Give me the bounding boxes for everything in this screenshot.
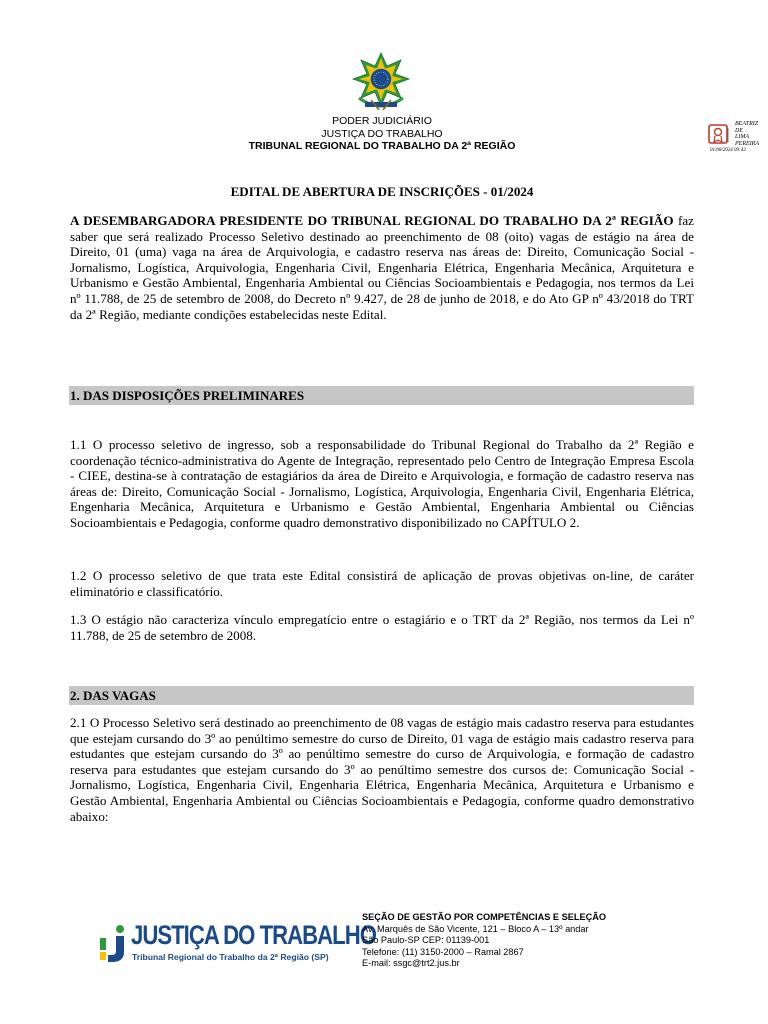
document-title: EDITAL DE ABERTURA DE INSCRIÇÕES - 01/2024 xyxy=(230,184,534,199)
header-line-3: TRIBUNAL REGIONAL DO TRABALHO DA 2ª REGIÃO xyxy=(248,140,516,152)
footer-department: SEÇÃO DE GESTÃO POR COMPETÊNCIAS E SELEÇÃO xyxy=(362,912,607,922)
footer-email: E-mail: ssgc@trt2.jus.br xyxy=(362,958,460,969)
signature-date: 01/08/2024 09:42 xyxy=(710,148,746,153)
section-2-heading: 2. DAS VAGAS xyxy=(69,686,694,705)
signature-seal-icon xyxy=(708,124,734,144)
footer-address: Av. Marquês de São Vicente, 121 – Bloco A – 13º andar xyxy=(362,923,589,934)
paragraph-1-2: 1.2 O processo seletivo de que trata este Edital consistirá de aplicação de provas objetivas on-line, de caráter eliminatório e classificatório. xyxy=(70,568,694,599)
document-header xyxy=(200,115,564,153)
footer-phone: Telefone: (11) 3150-2000 – Ramal 2867 xyxy=(362,946,524,957)
digital-signature-stamp xyxy=(706,118,768,158)
paragraph-1-1: 1.1 O processo seletivo de ingresso, sob a responsabilidade do Tribunal Regional do Trabalho da 2ª Região e coordenação técnico-administrativa do Agente de Integração, representado pelo Centro de Integração Empresa Escola - CIEE, destina-se à contratação de estagiários da área de Direito e Arquivologia, e formação de cadastro reserva nas áreas de: Direito, Comunicação Social - Jornalismo, Logística, Arquivologia, Engenharia Civil, Engenharia Elétrica, Engenharia Mecânica, Arquitetura e Urbanismo e Gestão Ambiental, Engenharia Ambiental ou Ciências Socioambientais e Pedagogia, conforme quadro demonstrativo disponibilizado no CAPÍTULO 2. xyxy=(70,437,694,530)
footer-contact-info xyxy=(362,912,606,970)
intro-paragraph xyxy=(70,213,694,322)
signer-name: BEATRIZ DE LIMA PEREIRA xyxy=(735,121,759,147)
section-1-heading: 1. DAS DISPOSIÇÕES PRELIMINARES xyxy=(69,386,694,405)
justice-logo-icon xyxy=(98,924,128,964)
footer-city: São Paulo-SP CEP: 01139-001 xyxy=(362,935,490,946)
intro-bold-text: A DESEMBARGADORA PRESIDENTE DO TRIBUNAL REGIONAL DO TRABALHO DA 2ª REGIÃO xyxy=(70,213,674,228)
logo-title: JUSTIÇA DO TRABALHO xyxy=(131,920,376,950)
header-line-1: PODER JUDICIÁRIO xyxy=(332,115,432,127)
justica-do-trabalho-logo xyxy=(98,920,376,966)
header-line-2: JUSTIÇA DO TRABALHO xyxy=(321,127,443,140)
intro-text: faz saber que será realizado Processo Seletivo destinado ao preenchimento de 08 (oito) vagas de estágio na área de Direito, 01 (uma) vaga na área de Arquivologia, e cadastro reserva nas áreas de: Direito, Comunicação Social - Jornalismo, Logística, Arquivologia, Engenharia Civil, Engenharia Elétrica, Engenharia Mecânica, Arquitetura e Urbanismo e Gestão Ambiental, Engenharia Ambiental ou Ciências Socioambientais e Pedagogia, nos termos da Lei nº 11.788, de 25 de setembro de 2008, do Decreto nº 9.427, de 28 de junho de 2018, e do Ato GP nº 43/2018 do TRT da 2ª Região, mediante condições estabelecidas neste Edital. xyxy=(70,213,694,322)
paragraph-2-1: 2.1 O Processo Seletivo será destinado ao preenchimento de 08 vagas de estágio mais cadastro reserva para estudantes que estejam cursando do 3º ao penúltimo semestre do curso de Direito, 01 vaga de estágio mais cadastro reserva para estudantes que estejam cursando do 3º ao penúltimo semestre do curso de Arquivologia, e formação de cadastro reserva para estudantes que estejam cursando do 3º ao penúltimo semestre dos cursos de: Comunicação Social - Jornalismo, Logística, Engenharia Civil, Engenharia Elétrica, Engenharia Mecânica, Arquitetura e Urbanismo e Gestão Ambiental, Engenharia Ambiental ou Ciências Socioambientais e Pedagogia, conforme quadro demonstrativo abaixo: xyxy=(70,715,694,824)
paragraph-1-3: 1.3 O estágio não caracteriza vínculo empregatício entre o estagiário e o TRT da 2ª Região, nos termos da Lei nº 11.788, de 25 de setembro de 2008. xyxy=(70,612,694,643)
logo-subtitle: Tribunal Regional do Trabalho da 2ª Região (SP) xyxy=(132,952,329,962)
coat-of-arms-icon xyxy=(349,52,413,114)
